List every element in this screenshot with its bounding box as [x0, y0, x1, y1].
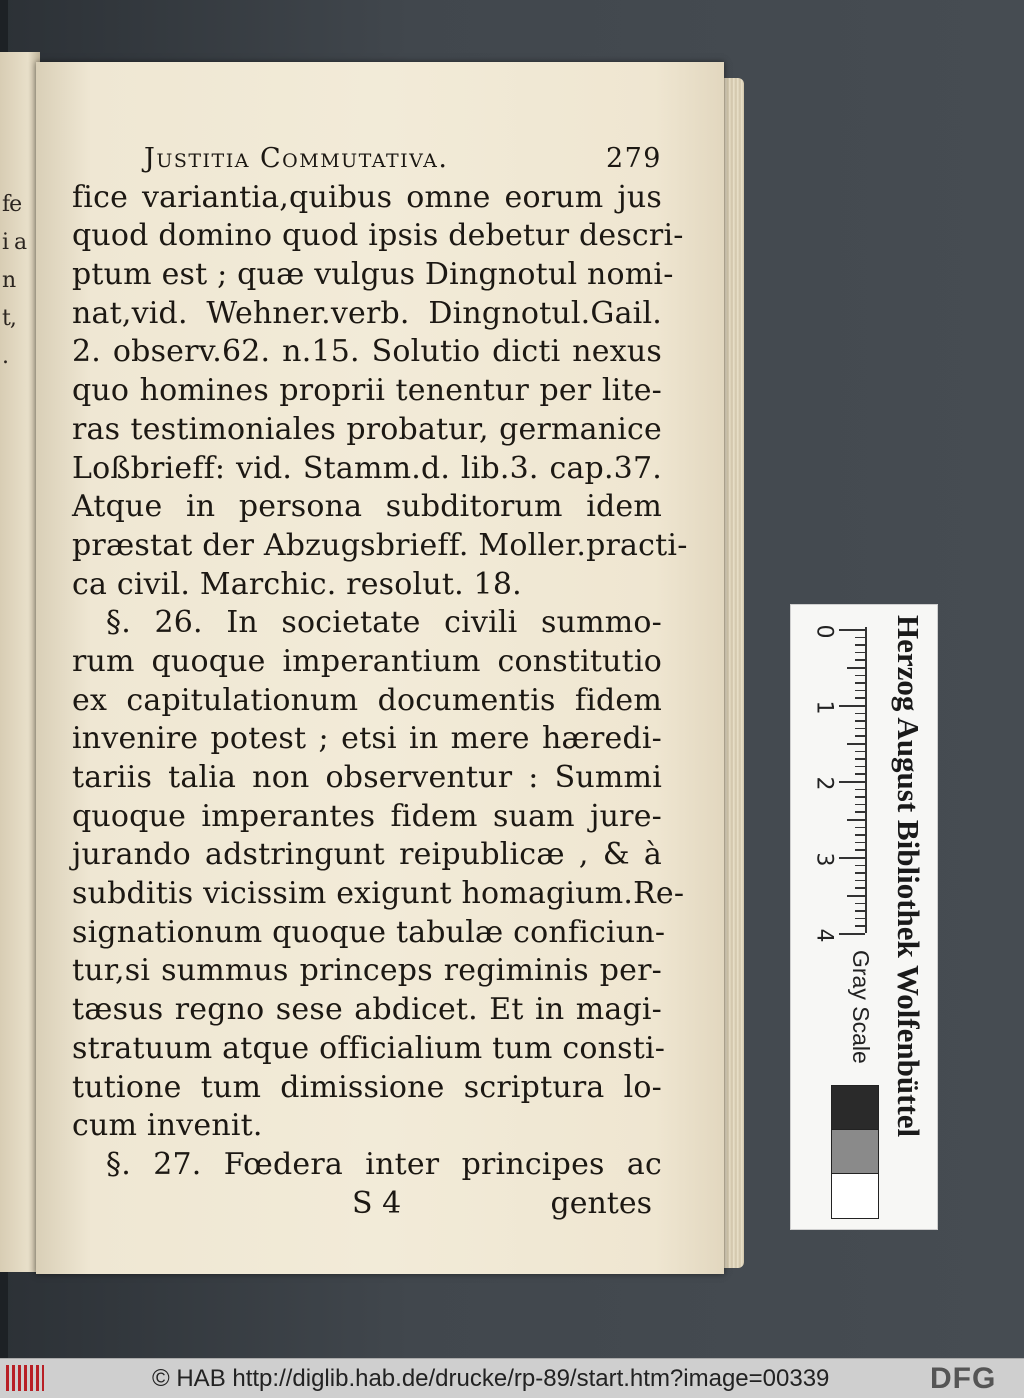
ruler-tick	[855, 811, 865, 813]
ruler-tick	[855, 697, 865, 699]
ruler-tick	[855, 910, 865, 912]
ruler-tick	[847, 895, 865, 897]
left-page-fragment: .	[2, 344, 8, 369]
ruler-tick	[855, 834, 865, 836]
text-line: cum invenit.	[72, 1108, 263, 1144]
swatch-black	[831, 1085, 879, 1131]
text-line: stratuum atque officialium tum consti-	[72, 1030, 666, 1066]
ruler-tick	[855, 735, 865, 737]
copyright-link[interactable]: © HAB http://diglib.hab.de/drucke/rp-89/start.htm?image=00339	[152, 1365, 830, 1392]
ruler-number: 0	[811, 624, 837, 639]
text-line: tariis talia non observentur : Summi	[72, 760, 662, 796]
ruler-tick	[855, 789, 865, 791]
text-line: subditis vicissim exigunt homagium.Re-	[72, 876, 685, 912]
ruler-tick	[847, 667, 865, 669]
signature-mark: S 4	[352, 1185, 402, 1221]
grayscale-label: Gray Scale	[848, 950, 874, 1064]
dfg-logo: DFG	[930, 1362, 997, 1395]
text-line: jurando adstringunt reipublicæ , & à	[72, 837, 662, 873]
text-line: tæsus regno sese abdicet. Et in magi-	[72, 992, 662, 1028]
ruler-tick	[855, 720, 865, 722]
text-line: nat,vid. Wehner.verb. Dingnotul.Gail.	[72, 295, 662, 331]
ruler-tick	[855, 766, 865, 768]
ruler-tick	[855, 887, 865, 889]
ruler-tick	[855, 637, 865, 639]
text-line: ptum est ; quæ vulgus Dingnotul nomi-	[72, 257, 674, 293]
ruler-tick	[855, 880, 865, 882]
ruler-tick	[847, 819, 865, 821]
text-line: ras testimoniales probatur, germanice	[72, 411, 662, 447]
institution-name: Herzog August Bibliothek Wolfenbüttel	[891, 615, 926, 1138]
text-line: tutione tum dimissione scriptura lo-	[72, 1069, 662, 1105]
text-line: tur,si summus princeps regiminis per-	[72, 953, 662, 989]
ruler-tick	[855, 903, 865, 905]
footer-bar	[0, 1358, 1024, 1398]
text-line: Loßbrieff: vid. Stamm.d. lib.3. cap.37.	[72, 450, 662, 486]
text-line: invenire potest ; etsi in mere hæredi-	[72, 721, 662, 757]
ruler-tick	[855, 659, 865, 661]
ruler-tick	[855, 652, 865, 654]
page-number: 279	[605, 143, 662, 174]
ruler-tick	[839, 705, 865, 707]
ruler-tick	[855, 751, 865, 753]
text-lines	[72, 179, 688, 1185]
text-line: ex capitulationum documentis fidem	[72, 682, 662, 718]
text-line: fice variantia,quibus omne eorum jus	[72, 179, 662, 215]
ruler-tick	[847, 743, 865, 745]
text-line: quoque imperantes fidem suam jure-	[72, 798, 662, 834]
left-page-fragment: t,	[2, 306, 16, 331]
text-line: signationum quoque tabulæ conficiun-	[72, 914, 666, 950]
text-line: §. 27. Fœdera inter principes ac	[106, 1146, 662, 1182]
ruler-number: 4	[811, 928, 837, 943]
ruler-tick	[855, 865, 865, 867]
ruler-tick	[855, 644, 865, 646]
ruler-tick	[855, 758, 865, 760]
ruler	[807, 615, 873, 945]
ruler-tick	[855, 728, 865, 730]
ruler-number: 2	[811, 776, 837, 791]
ruler-tick	[855, 827, 865, 829]
ruler-tick	[855, 925, 865, 927]
hab-logo-icon	[6, 1365, 44, 1391]
ruler-number: 3	[811, 852, 837, 867]
left-page-fragment: n	[2, 268, 16, 293]
text-line: Atque in persona subditorum idem	[72, 489, 662, 525]
ruler-tick	[839, 629, 865, 631]
ruler-tick	[855, 872, 865, 874]
ruler-tick	[855, 804, 865, 806]
color-scale-card	[790, 604, 938, 1230]
ruler-tick	[839, 933, 865, 935]
ruler-tick	[839, 781, 865, 783]
ruler-tick	[855, 682, 865, 684]
ruler-tick	[839, 857, 865, 859]
text-line: quod domino quod ipsis debetur descri-	[72, 218, 684, 254]
catchword: gentes	[550, 1185, 652, 1221]
swatch-gray	[831, 1129, 879, 1175]
ruler-number: 1	[811, 700, 837, 715]
text-line: ca civil. Marchic. resolut. 18.	[72, 566, 522, 602]
text-line: quo homines proprii tenentur per lite-	[72, 373, 662, 409]
header-title: Justitia Commutativa.	[144, 143, 449, 174]
ruler-tick	[855, 796, 865, 798]
ruler-tick	[855, 675, 865, 677]
left-page-fragment: i a	[2, 230, 27, 255]
ruler-tick	[855, 918, 865, 920]
text-line: præstat der Abzugsbrieff. Moller.practi-	[72, 527, 688, 563]
ruler-tick	[855, 713, 865, 715]
running-header	[72, 140, 662, 179]
ruler-tick	[855, 842, 865, 844]
page-text	[72, 140, 688, 1223]
text-line: rum quoque imperantium constitutio	[72, 643, 662, 679]
ruler-tick	[855, 849, 865, 851]
ruler-tick	[855, 773, 865, 775]
left-neighbour-page	[0, 52, 40, 1272]
swatch-white	[831, 1173, 879, 1219]
ruler-line	[865, 627, 867, 933]
ruler-tick	[855, 690, 865, 692]
left-page-fragment: fe	[2, 192, 22, 217]
page-footer-line	[72, 1185, 662, 1224]
text-line: 2. observ.62. n.15. Solutio dicti nexus	[72, 334, 662, 370]
text-line: §. 26. In societate civili summo-	[106, 605, 662, 641]
